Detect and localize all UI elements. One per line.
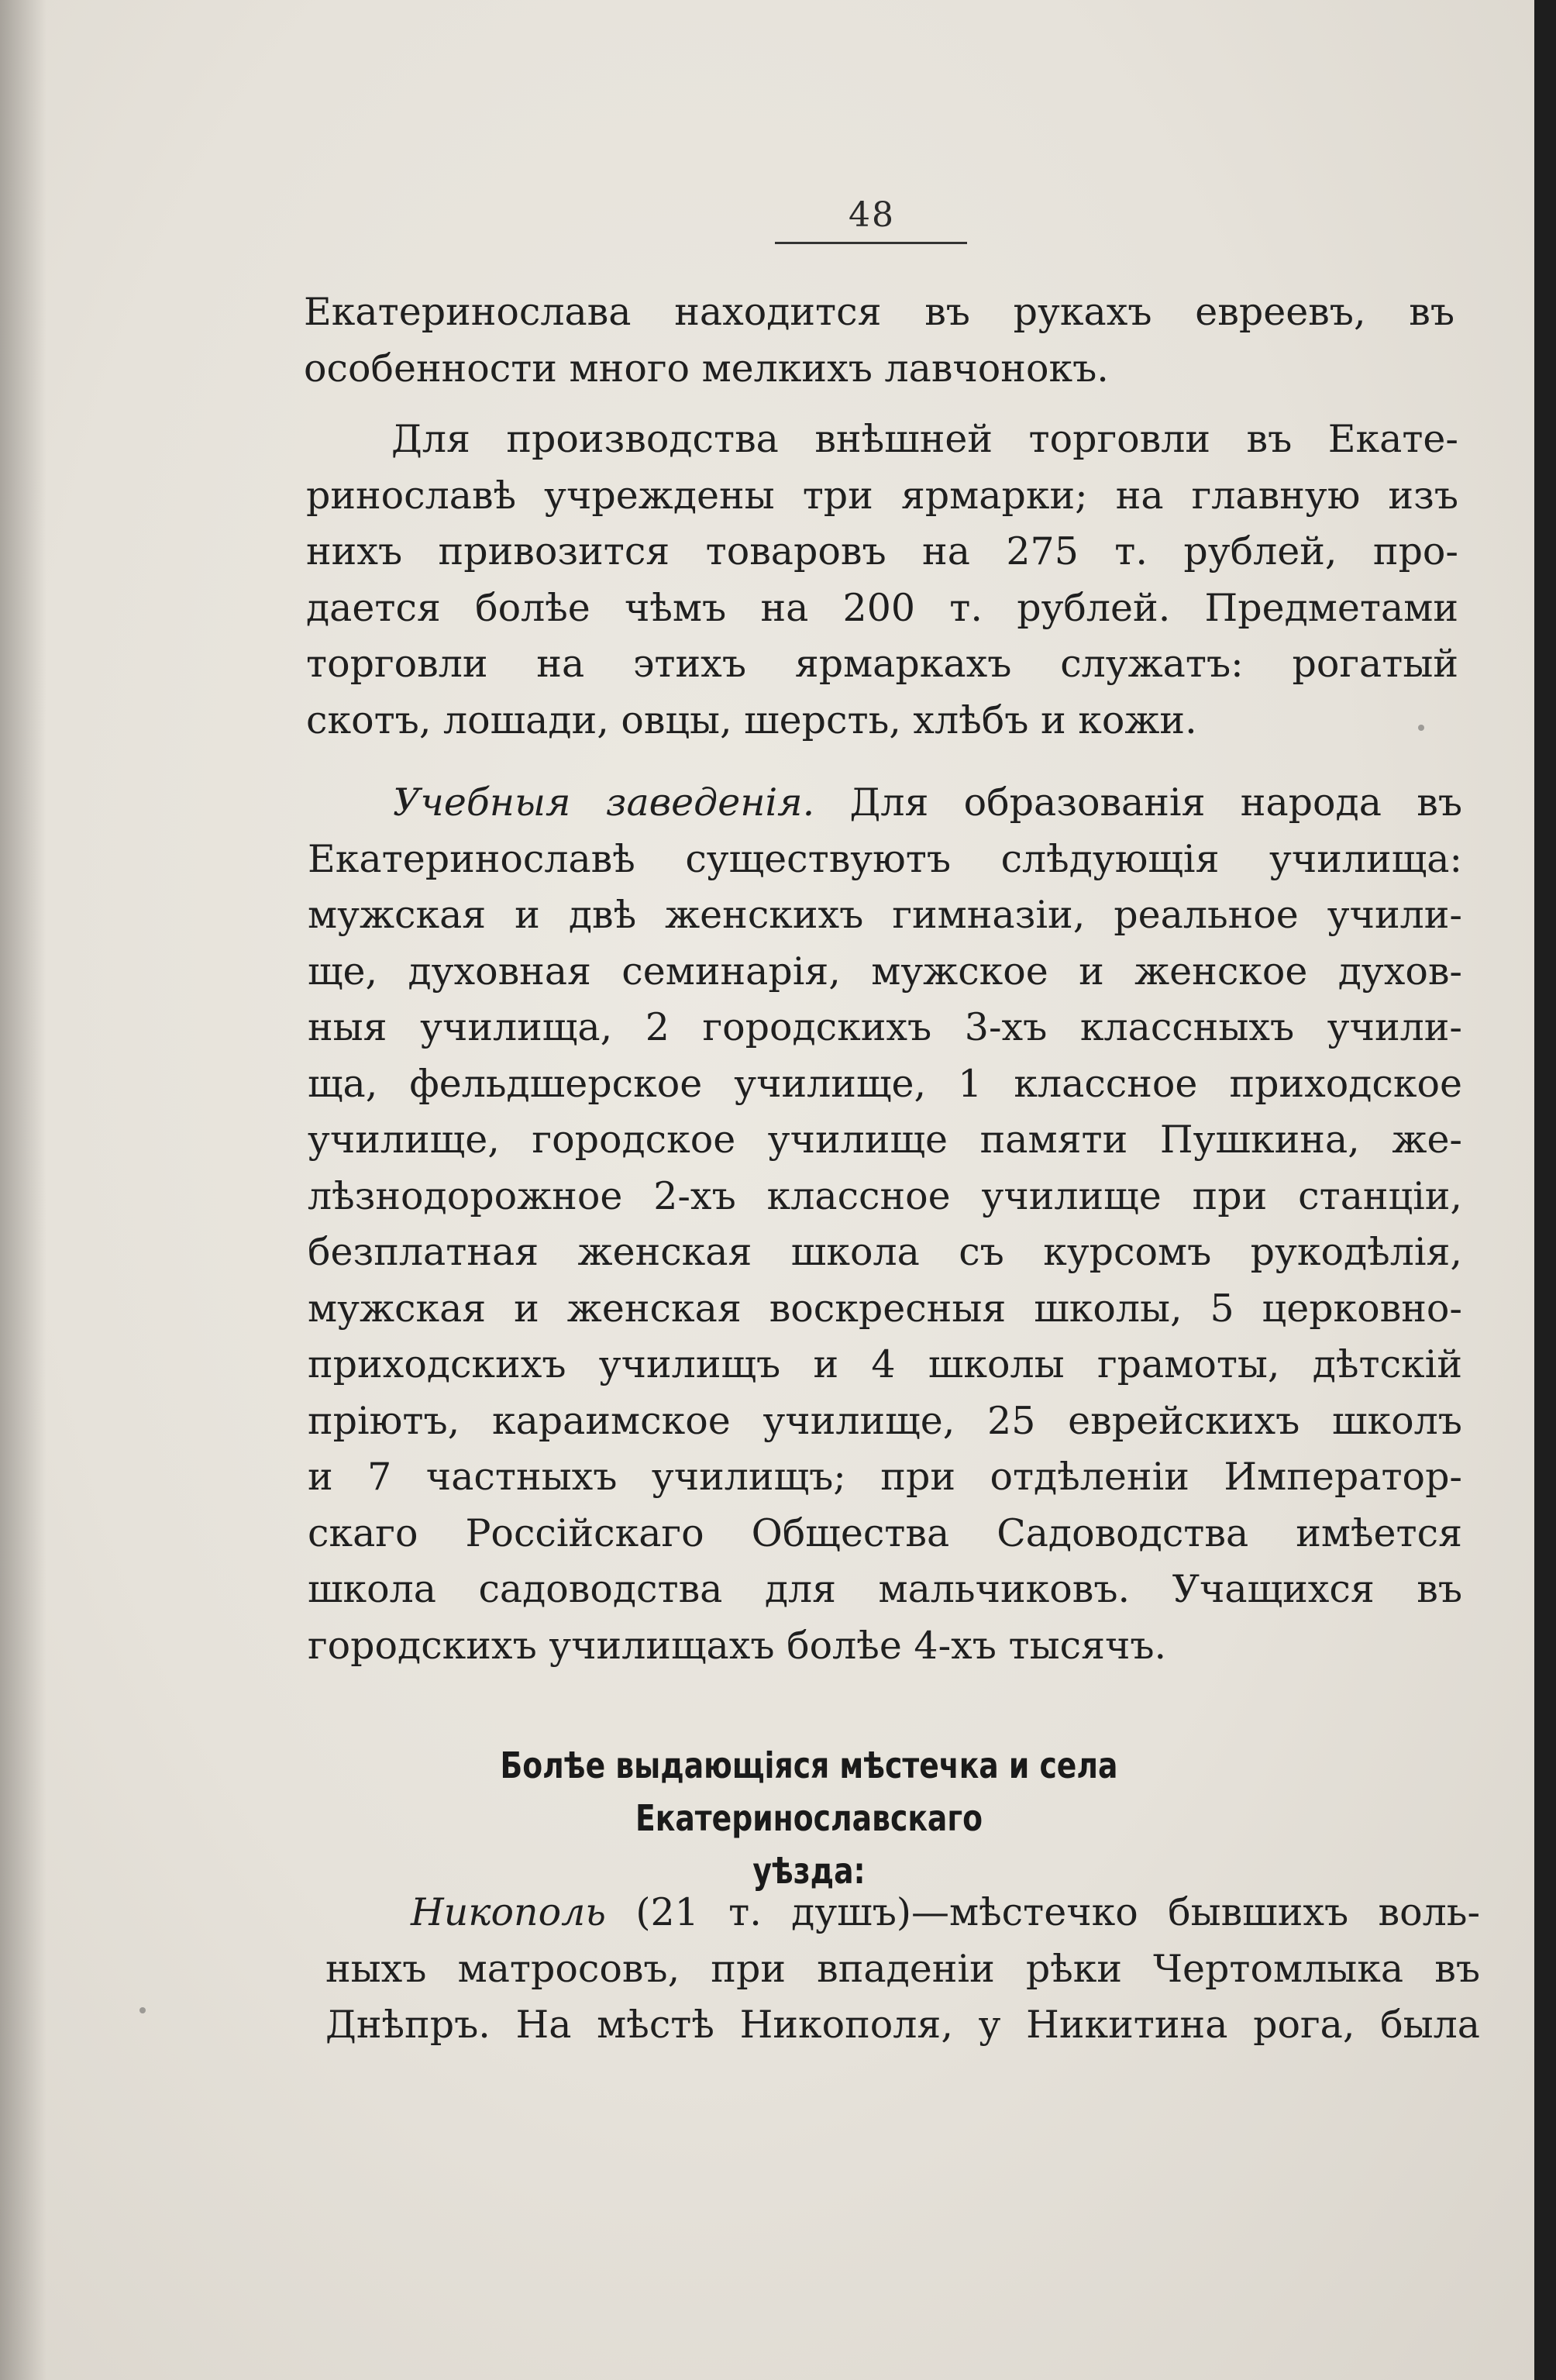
paragraph-2 xyxy=(306,412,1458,749)
section-heading-line: уѣзда: xyxy=(752,1850,866,1892)
text-line: ныя училища, 2 городскихъ 3-хъ классныхъ учили- xyxy=(308,1005,1462,1049)
text-line: и 7 частныхъ училищъ; при отдѣленіи Император- xyxy=(308,1455,1462,1499)
text-line: пріютъ, караимское училище, 25 еврейскихъ школъ xyxy=(308,1398,1462,1443)
text-line: мужская и двѣ женскихъ гимназіи, реальное учили- xyxy=(308,893,1462,937)
section-heading-line: Болѣе выдающіяся мѣстечка и села Екатеринославскаго xyxy=(500,1745,1118,1839)
text-line: приходскихъ училищъ и 4 школы грамоты, дѣтскій xyxy=(308,1342,1462,1386)
text-line xyxy=(308,775,1462,832)
text-line: ныхъ матросовъ, при впаденіи рѣки Чертомлыка въ xyxy=(325,1946,1480,1991)
page-number-rule xyxy=(775,242,967,244)
text-line-rest: Для образованія народа въ xyxy=(814,780,1462,825)
text-line: Днѣпръ. На мѣстѣ Никополя, у Никитина рога, была xyxy=(325,2003,1480,2047)
text-line: скотъ, лошади, овцы, шерсть, хлѣбъ и кожи. xyxy=(306,697,1197,742)
place-name-italic: Никополь xyxy=(411,1890,606,1934)
text-line: лѣзнодорожное 2-хъ классное училище при станціи, xyxy=(308,1173,1462,1218)
print-speck xyxy=(1418,725,1424,731)
page-number: 48 xyxy=(849,195,895,235)
text-line: ща, фельдшерское училище, 1 классное приходское xyxy=(308,1061,1462,1106)
paragraph-4 xyxy=(325,1885,1480,2054)
text-line: ринославѣ учреждены три ярмарки; на главную изъ xyxy=(306,473,1458,518)
text-line: торговли на этихъ ярмаркахъ служатъ: рогатый xyxy=(306,642,1458,686)
text-line: училище, городское училище памяти Пушкина, же- xyxy=(308,1118,1462,1162)
print-speck xyxy=(139,2007,146,2013)
text-line-rest: (21 т. душъ)—мѣстечко бывшихъ воль- xyxy=(606,1890,1480,1934)
text-line: нихъ привозится товаровъ на 275 т. рублей, про- xyxy=(306,529,1458,573)
section-lead-italic: Учебныя заведенія. xyxy=(393,780,815,825)
text-line xyxy=(325,1885,1480,1941)
text-line: скаго Россійскаго Общества Садоводства имѣется xyxy=(308,1510,1462,1555)
text-line: Для производства внѣшней торговли въ Екате- xyxy=(391,417,1458,461)
text-line: безплатная женская школа съ курсомъ рукодѣлія, xyxy=(308,1230,1462,1274)
text-line: Екатеринославѣ существуютъ слѣдующія училища: xyxy=(308,836,1462,881)
text-line: школа садоводства для мальчиковъ. Учащихся въ xyxy=(308,1567,1462,1611)
text-line: городскихъ училищахъ болѣе 4-хъ тысячъ. xyxy=(308,1623,1167,1668)
paragraph-1 xyxy=(304,284,1454,397)
text-line: особенности много мелкихъ лавчонокъ. xyxy=(304,346,1109,391)
text-line: ще, духовная семинарія, мужское и женское духов- xyxy=(308,949,1462,994)
section-heading xyxy=(364,1739,1254,1897)
spine-shadow xyxy=(0,0,46,2380)
text-line: Екатеринослава находится въ рукахъ евреевъ, въ xyxy=(304,290,1454,334)
paragraph-3 xyxy=(308,775,1462,1674)
text-line: мужская и женская воскресныя школы, 5 церковно- xyxy=(308,1286,1462,1331)
text-line: дается болѣе чѣмъ на 200 т. рублей. Предметами xyxy=(306,585,1458,630)
